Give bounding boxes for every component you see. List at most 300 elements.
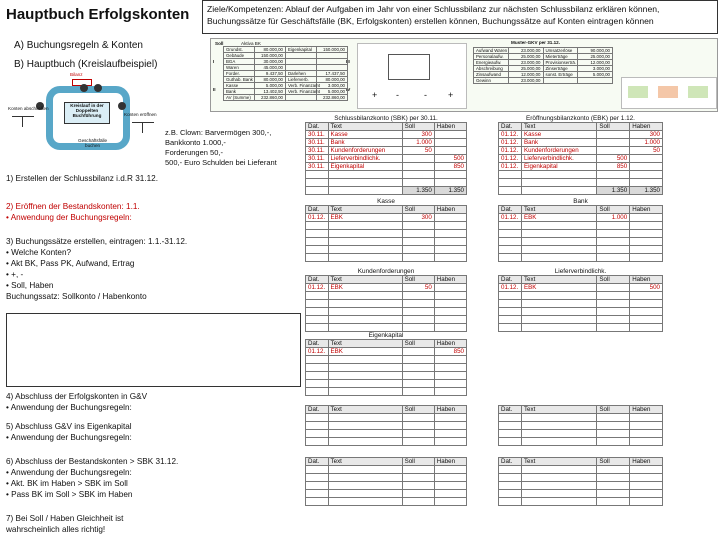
table-cell xyxy=(630,324,663,332)
column-header: Haben xyxy=(434,458,466,466)
table-cell xyxy=(597,422,630,430)
column-header: Dat. xyxy=(499,276,522,284)
table-cell xyxy=(597,466,630,474)
table-row xyxy=(499,238,663,246)
table-cell xyxy=(402,155,434,163)
overview-sign-1: + xyxy=(372,90,378,100)
table-cell xyxy=(328,300,402,308)
table-row xyxy=(306,155,467,163)
totals-row xyxy=(306,187,467,195)
table-cell xyxy=(499,222,522,230)
table-row xyxy=(499,422,663,430)
table-cell xyxy=(402,422,434,430)
total-soll: 1.350 xyxy=(597,187,630,195)
account-title: Eigenkapital xyxy=(368,332,404,339)
table-row xyxy=(306,438,467,446)
table-cell xyxy=(630,490,663,498)
table-cell: 01.12. xyxy=(499,131,522,139)
table-cell: Bank xyxy=(521,139,596,147)
table-cell xyxy=(306,474,329,482)
table-cell xyxy=(328,292,402,300)
table-cell xyxy=(499,490,522,498)
table-cell: 30.11. xyxy=(306,131,329,139)
table-row xyxy=(306,372,467,380)
table-cell xyxy=(597,498,630,506)
table-cell xyxy=(306,316,329,324)
table-cell xyxy=(328,308,402,316)
table-row xyxy=(499,179,663,187)
step-6-item: • Pass BK im Soll > SBK im Haben xyxy=(6,489,178,500)
table-cell: 300 xyxy=(402,214,434,222)
table-row xyxy=(499,324,663,332)
table-cell xyxy=(499,414,522,422)
example-line-2: Bankkonto 1.000,- xyxy=(165,138,226,147)
account-title: Eröffnungsbilanzkonto (EBK) per 1.12. xyxy=(526,115,635,122)
table-cell xyxy=(306,430,329,438)
table-cell xyxy=(402,430,434,438)
table-cell: Kasse xyxy=(328,131,402,139)
table-cell xyxy=(630,308,663,316)
table-cell xyxy=(597,474,630,482)
overview-cell: 9.437,50 xyxy=(255,71,286,77)
column-header: Dat. xyxy=(499,406,522,414)
account-title: Kasse xyxy=(377,198,395,205)
table-cell xyxy=(306,482,329,490)
overview-roman-2: II xyxy=(213,87,216,92)
table-row xyxy=(306,388,467,396)
table-row xyxy=(499,474,663,482)
table-row xyxy=(306,356,467,364)
overview-roman-1: I xyxy=(213,59,215,64)
table-cell xyxy=(434,422,466,430)
table-row xyxy=(306,324,467,332)
column-header: Soll xyxy=(402,123,434,131)
table-cell xyxy=(402,356,434,364)
column-header: Soll xyxy=(597,123,630,131)
table-cell xyxy=(328,372,402,380)
table-cell xyxy=(630,292,663,300)
column-header: Dat. xyxy=(306,206,329,214)
table-row xyxy=(499,214,663,222)
table-cell xyxy=(402,348,434,356)
column-header: Soll xyxy=(402,276,434,284)
step-5-rule: • Anwendung der Buchungsregeln: xyxy=(6,432,132,443)
table-row xyxy=(499,498,663,506)
table-cell xyxy=(434,300,466,308)
overview-cell: 150.000,00 xyxy=(317,47,348,53)
overview-cell: 25.000,00 xyxy=(508,54,543,60)
table-cell xyxy=(630,238,663,246)
table-cell xyxy=(306,466,329,474)
overview-cell: Personalaufw. xyxy=(474,54,509,60)
table-row xyxy=(499,222,663,230)
column-header: Dat. xyxy=(306,458,329,466)
account-title xyxy=(499,448,663,458)
table-cell xyxy=(499,324,522,332)
overview-cell: 3.000,00 xyxy=(317,83,348,89)
table-cell xyxy=(434,364,466,372)
table-cell xyxy=(434,388,466,396)
table-cell xyxy=(597,482,630,490)
table-cell xyxy=(434,490,466,498)
center-label-2: Doppelten Buchführung xyxy=(72,108,102,118)
table-cell xyxy=(521,308,596,316)
table-cell xyxy=(306,171,329,179)
table-row xyxy=(306,139,467,147)
table-cell xyxy=(630,466,663,474)
overview-cell: Grundst. xyxy=(224,47,255,53)
column-header: Haben xyxy=(630,206,663,214)
overview-cell: Eigenkapital xyxy=(286,47,317,53)
overview-cell: Verb. Finanzamt xyxy=(286,89,317,95)
table-cell: 300 xyxy=(630,131,663,139)
table-cell xyxy=(402,300,434,308)
column-header: Text xyxy=(328,123,402,131)
step-5-title: 5) Abschluss G&V ins Eigenkapital xyxy=(6,422,132,431)
column-header: Text xyxy=(328,340,402,348)
table-row xyxy=(306,348,467,356)
overview-gkv-table xyxy=(473,47,613,84)
overview-tkonto-green-2 xyxy=(688,86,708,98)
table-cell xyxy=(434,171,466,179)
table-row xyxy=(306,230,467,238)
table-row xyxy=(306,316,467,324)
table-cell xyxy=(499,254,522,262)
table-cell xyxy=(434,238,466,246)
table-cell xyxy=(434,316,466,324)
table-cell xyxy=(328,187,402,195)
table-cell: 01.12. xyxy=(306,348,329,356)
table-cell xyxy=(306,438,329,446)
table-cell xyxy=(597,490,630,498)
column-header: Haben xyxy=(630,276,663,284)
table-cell xyxy=(630,222,663,230)
table-cell: 50 xyxy=(630,147,663,155)
overview-cell: 23.000,00 xyxy=(508,78,543,84)
table-cell xyxy=(402,179,434,187)
table-cell: Eigenkapital xyxy=(521,163,596,171)
step-5 xyxy=(6,421,132,443)
table-cell xyxy=(402,388,434,396)
column-header: Dat. xyxy=(306,406,329,414)
table-cell xyxy=(434,498,466,506)
overview-tkonto-green-1 xyxy=(628,86,648,98)
table-row xyxy=(499,254,663,262)
table-cell xyxy=(306,246,329,254)
table-cell xyxy=(434,474,466,482)
table-row xyxy=(306,474,467,482)
column-header: Haben xyxy=(630,458,663,466)
table-row xyxy=(499,490,663,498)
table-cell xyxy=(328,222,402,230)
table-row xyxy=(499,300,663,308)
table-cell: 01.12. xyxy=(499,284,522,292)
table-cell: 01.12. xyxy=(499,163,522,171)
table-cell xyxy=(434,430,466,438)
table-cell xyxy=(306,490,329,498)
table-cell xyxy=(434,246,466,254)
table-row xyxy=(499,131,663,139)
table-cell xyxy=(306,238,329,246)
step-3-item: • Soll, Haben xyxy=(6,280,187,291)
table-row xyxy=(306,430,467,438)
center-label-1: Kreislauf in der xyxy=(70,103,104,108)
table-cell xyxy=(521,438,596,446)
table-cell xyxy=(306,187,329,195)
column-header: Text xyxy=(521,206,596,214)
overview-cell: 90.000,00 xyxy=(578,48,613,54)
table-cell xyxy=(328,498,402,506)
overview-cell: Verb. Finanzamt xyxy=(286,83,317,89)
overview-cell: Umsatzerlöse xyxy=(543,48,578,54)
step-3-title: 3) Buchungssätze erstellen, eintragen: 1.1.-31.12. xyxy=(6,237,188,246)
overview-screenshot xyxy=(210,38,718,112)
table-cell xyxy=(434,324,466,332)
step-6-item: • Anwendung der Buchungsregeln: xyxy=(6,467,178,478)
column-header: Soll xyxy=(597,406,630,414)
table-cell: 850 xyxy=(434,163,466,171)
step-4-rule: • Anwendung der Buchungsregeln: xyxy=(6,402,147,413)
step-7-line-1: 7) Bei Soll / Haben Gleichheit ist xyxy=(6,514,124,523)
t-account-icon-right xyxy=(132,122,154,133)
overview-cell: sonst. Erträge xyxy=(543,72,578,78)
diagram-right-label: Konten eröffnen xyxy=(124,112,157,117)
table-cell xyxy=(306,230,329,238)
table-cell: 1.000 xyxy=(630,139,663,147)
table-cell xyxy=(521,474,596,482)
overview-cell: Guthab. Bank xyxy=(224,77,255,83)
table-cell: Lieferverbindlichk. xyxy=(521,155,596,163)
table-cell xyxy=(521,222,596,230)
overview-cell: Gewinn xyxy=(474,78,509,84)
column-header: Dat. xyxy=(499,458,522,466)
table-row xyxy=(499,139,663,147)
table-cell xyxy=(328,474,402,482)
table-cell xyxy=(499,482,522,490)
table-cell xyxy=(328,246,402,254)
overview-cell: Aufwand Waren xyxy=(474,48,509,54)
table-cell xyxy=(328,438,402,446)
account-title xyxy=(499,396,663,406)
column-header: Dat. xyxy=(499,123,522,131)
table-cell xyxy=(630,422,663,430)
table-cell xyxy=(328,179,402,187)
step-4 xyxy=(6,391,147,413)
overview-cell: 80.000,00 xyxy=(317,77,348,83)
table-cell xyxy=(306,308,329,316)
table-cell xyxy=(499,438,522,446)
column-header: Dat. xyxy=(306,340,329,348)
diagram-bottom-label xyxy=(78,138,107,148)
column-header: Soll xyxy=(597,458,630,466)
table-cell xyxy=(597,139,630,147)
table-cell xyxy=(597,414,630,422)
table-cell: 30.11. xyxy=(306,163,329,171)
center-box xyxy=(64,102,110,124)
table-cell xyxy=(499,422,522,430)
overview-cell: BGA xyxy=(224,59,255,65)
table-cell xyxy=(630,230,663,238)
table-row xyxy=(306,300,467,308)
table-cell xyxy=(434,308,466,316)
table-cell xyxy=(402,238,434,246)
table-cell xyxy=(521,230,596,238)
table-cell xyxy=(328,316,402,324)
column-header: Soll xyxy=(597,276,630,284)
diagram-left-label: Konten abschließen xyxy=(8,106,49,111)
table-cell xyxy=(521,414,596,422)
table-cell xyxy=(630,474,663,482)
table-cell xyxy=(328,414,402,422)
overview-sign-3: - xyxy=(424,90,427,100)
table-cell: 500 xyxy=(630,284,663,292)
table-cell xyxy=(499,238,522,246)
overview-cell: 80.000,00 xyxy=(255,47,286,53)
overview-cell: AV (Summe) xyxy=(224,95,255,101)
table-cell xyxy=(630,254,663,262)
column-header: Haben xyxy=(630,123,663,131)
table-row xyxy=(499,316,663,324)
overview-cell xyxy=(578,78,613,84)
table-row xyxy=(306,292,467,300)
example-line-1: z.B. Clown: Barvermögen 300,-, xyxy=(165,128,272,137)
table-row xyxy=(306,498,467,506)
table-cell xyxy=(328,422,402,430)
table-cell xyxy=(328,430,402,438)
overview-col1-sub: Aktiva BK xyxy=(241,41,261,46)
table-cell xyxy=(328,482,402,490)
step-2-marker xyxy=(94,84,102,92)
overview-col1-header: Soll xyxy=(215,41,224,46)
table-row xyxy=(306,238,467,246)
table-cell xyxy=(306,324,329,332)
table-cell xyxy=(630,430,663,438)
overview-cell: 17.437,50 xyxy=(317,71,348,77)
table-cell: EBK xyxy=(328,284,402,292)
overview-cell: Forder. xyxy=(224,71,255,77)
column-header: Text xyxy=(328,406,402,414)
table-cell xyxy=(306,498,329,506)
column-header: Dat. xyxy=(306,123,329,131)
overview-cell: 5.000,00 xyxy=(578,72,613,78)
table-cell xyxy=(521,292,596,300)
overview-cell: Abschreibung xyxy=(474,66,509,72)
table-row xyxy=(306,466,467,474)
table-cell xyxy=(434,380,466,388)
table-cell: 01.12. xyxy=(499,155,522,163)
table-cell xyxy=(328,254,402,262)
table-cell xyxy=(402,498,434,506)
overview-sign-4: + xyxy=(448,90,454,100)
ebk-table xyxy=(498,115,663,195)
table-cell xyxy=(521,179,596,187)
table-cell xyxy=(328,324,402,332)
table-cell xyxy=(630,482,663,490)
column-header: Soll xyxy=(402,206,434,214)
table-cell xyxy=(597,171,630,179)
booking-entry-box[interactable] xyxy=(6,313,301,387)
table-cell xyxy=(521,246,596,254)
overview-cell: 13.402,50 xyxy=(255,89,286,95)
table-cell xyxy=(402,222,434,230)
table-cell: Lieferverbindlichk. xyxy=(328,155,402,163)
step-3-item: • +, - xyxy=(6,269,187,280)
table-cell xyxy=(597,284,630,292)
table-cell xyxy=(521,316,596,324)
table-row xyxy=(306,380,467,388)
column-header: Haben xyxy=(630,406,663,414)
table-cell xyxy=(306,222,329,230)
step-3-item: • Akt BK, Pass PK, Aufwand, Ertrag xyxy=(6,258,187,269)
table-row xyxy=(306,163,467,171)
overview-cell: Waren xyxy=(224,65,255,71)
step-3-marker xyxy=(118,102,126,110)
overview-cell: 3.000,00 xyxy=(578,66,613,72)
table-cell xyxy=(434,254,466,262)
overview-row xyxy=(474,78,613,84)
table-cell xyxy=(402,171,434,179)
overview-cell: Energieaufw. xyxy=(474,60,509,66)
table-cell xyxy=(597,238,630,246)
table-cell: 850 xyxy=(434,348,466,356)
table-cell xyxy=(597,222,630,230)
table-row xyxy=(499,430,663,438)
table-cell xyxy=(630,214,663,222)
table-cell xyxy=(597,147,630,155)
table-cell xyxy=(597,316,630,324)
table-cell xyxy=(306,414,329,422)
table-cell xyxy=(597,179,630,187)
step-2-title: 2) Eröffnen der Bestandskonten: 1.1. xyxy=(6,202,140,211)
table-cell xyxy=(597,292,630,300)
account-title: Bank xyxy=(573,198,588,205)
overview-cell: 25.000,00 xyxy=(578,54,613,60)
table-row xyxy=(499,438,663,446)
table-cell xyxy=(328,466,402,474)
table-cell xyxy=(434,466,466,474)
bank-table xyxy=(498,198,663,262)
overview-cell: 232.860,00 xyxy=(255,95,286,101)
column-header: Haben xyxy=(434,123,466,131)
kundenforderungen-table xyxy=(305,268,467,332)
table-cell xyxy=(402,246,434,254)
table-cell xyxy=(499,171,522,179)
table-row xyxy=(306,214,467,222)
table-cell xyxy=(630,246,663,254)
overview-cell: 150.000,00 xyxy=(255,53,286,59)
table-cell xyxy=(306,364,329,372)
table-cell xyxy=(434,179,466,187)
overview-cell: 12.000,00 xyxy=(578,60,613,66)
overview-cell: Lieferverb. xyxy=(286,77,317,83)
overview-cell: 30.000,00 xyxy=(255,59,286,65)
table-row xyxy=(306,254,467,262)
table-cell xyxy=(402,316,434,324)
account-title: Lieferverbindlichk. xyxy=(554,268,607,275)
column-header: Text xyxy=(521,123,596,131)
table-cell xyxy=(521,254,596,262)
sbk-table xyxy=(305,115,467,195)
table-cell xyxy=(521,498,596,506)
table-cell: Kundenforderungen xyxy=(521,147,596,155)
table-cell xyxy=(499,292,522,300)
overview-tkonto-graphic xyxy=(621,77,717,109)
account-title xyxy=(306,448,467,458)
table-cell xyxy=(328,230,402,238)
step-6 xyxy=(6,456,178,500)
table-cell xyxy=(328,388,402,396)
table-cell xyxy=(499,466,522,474)
